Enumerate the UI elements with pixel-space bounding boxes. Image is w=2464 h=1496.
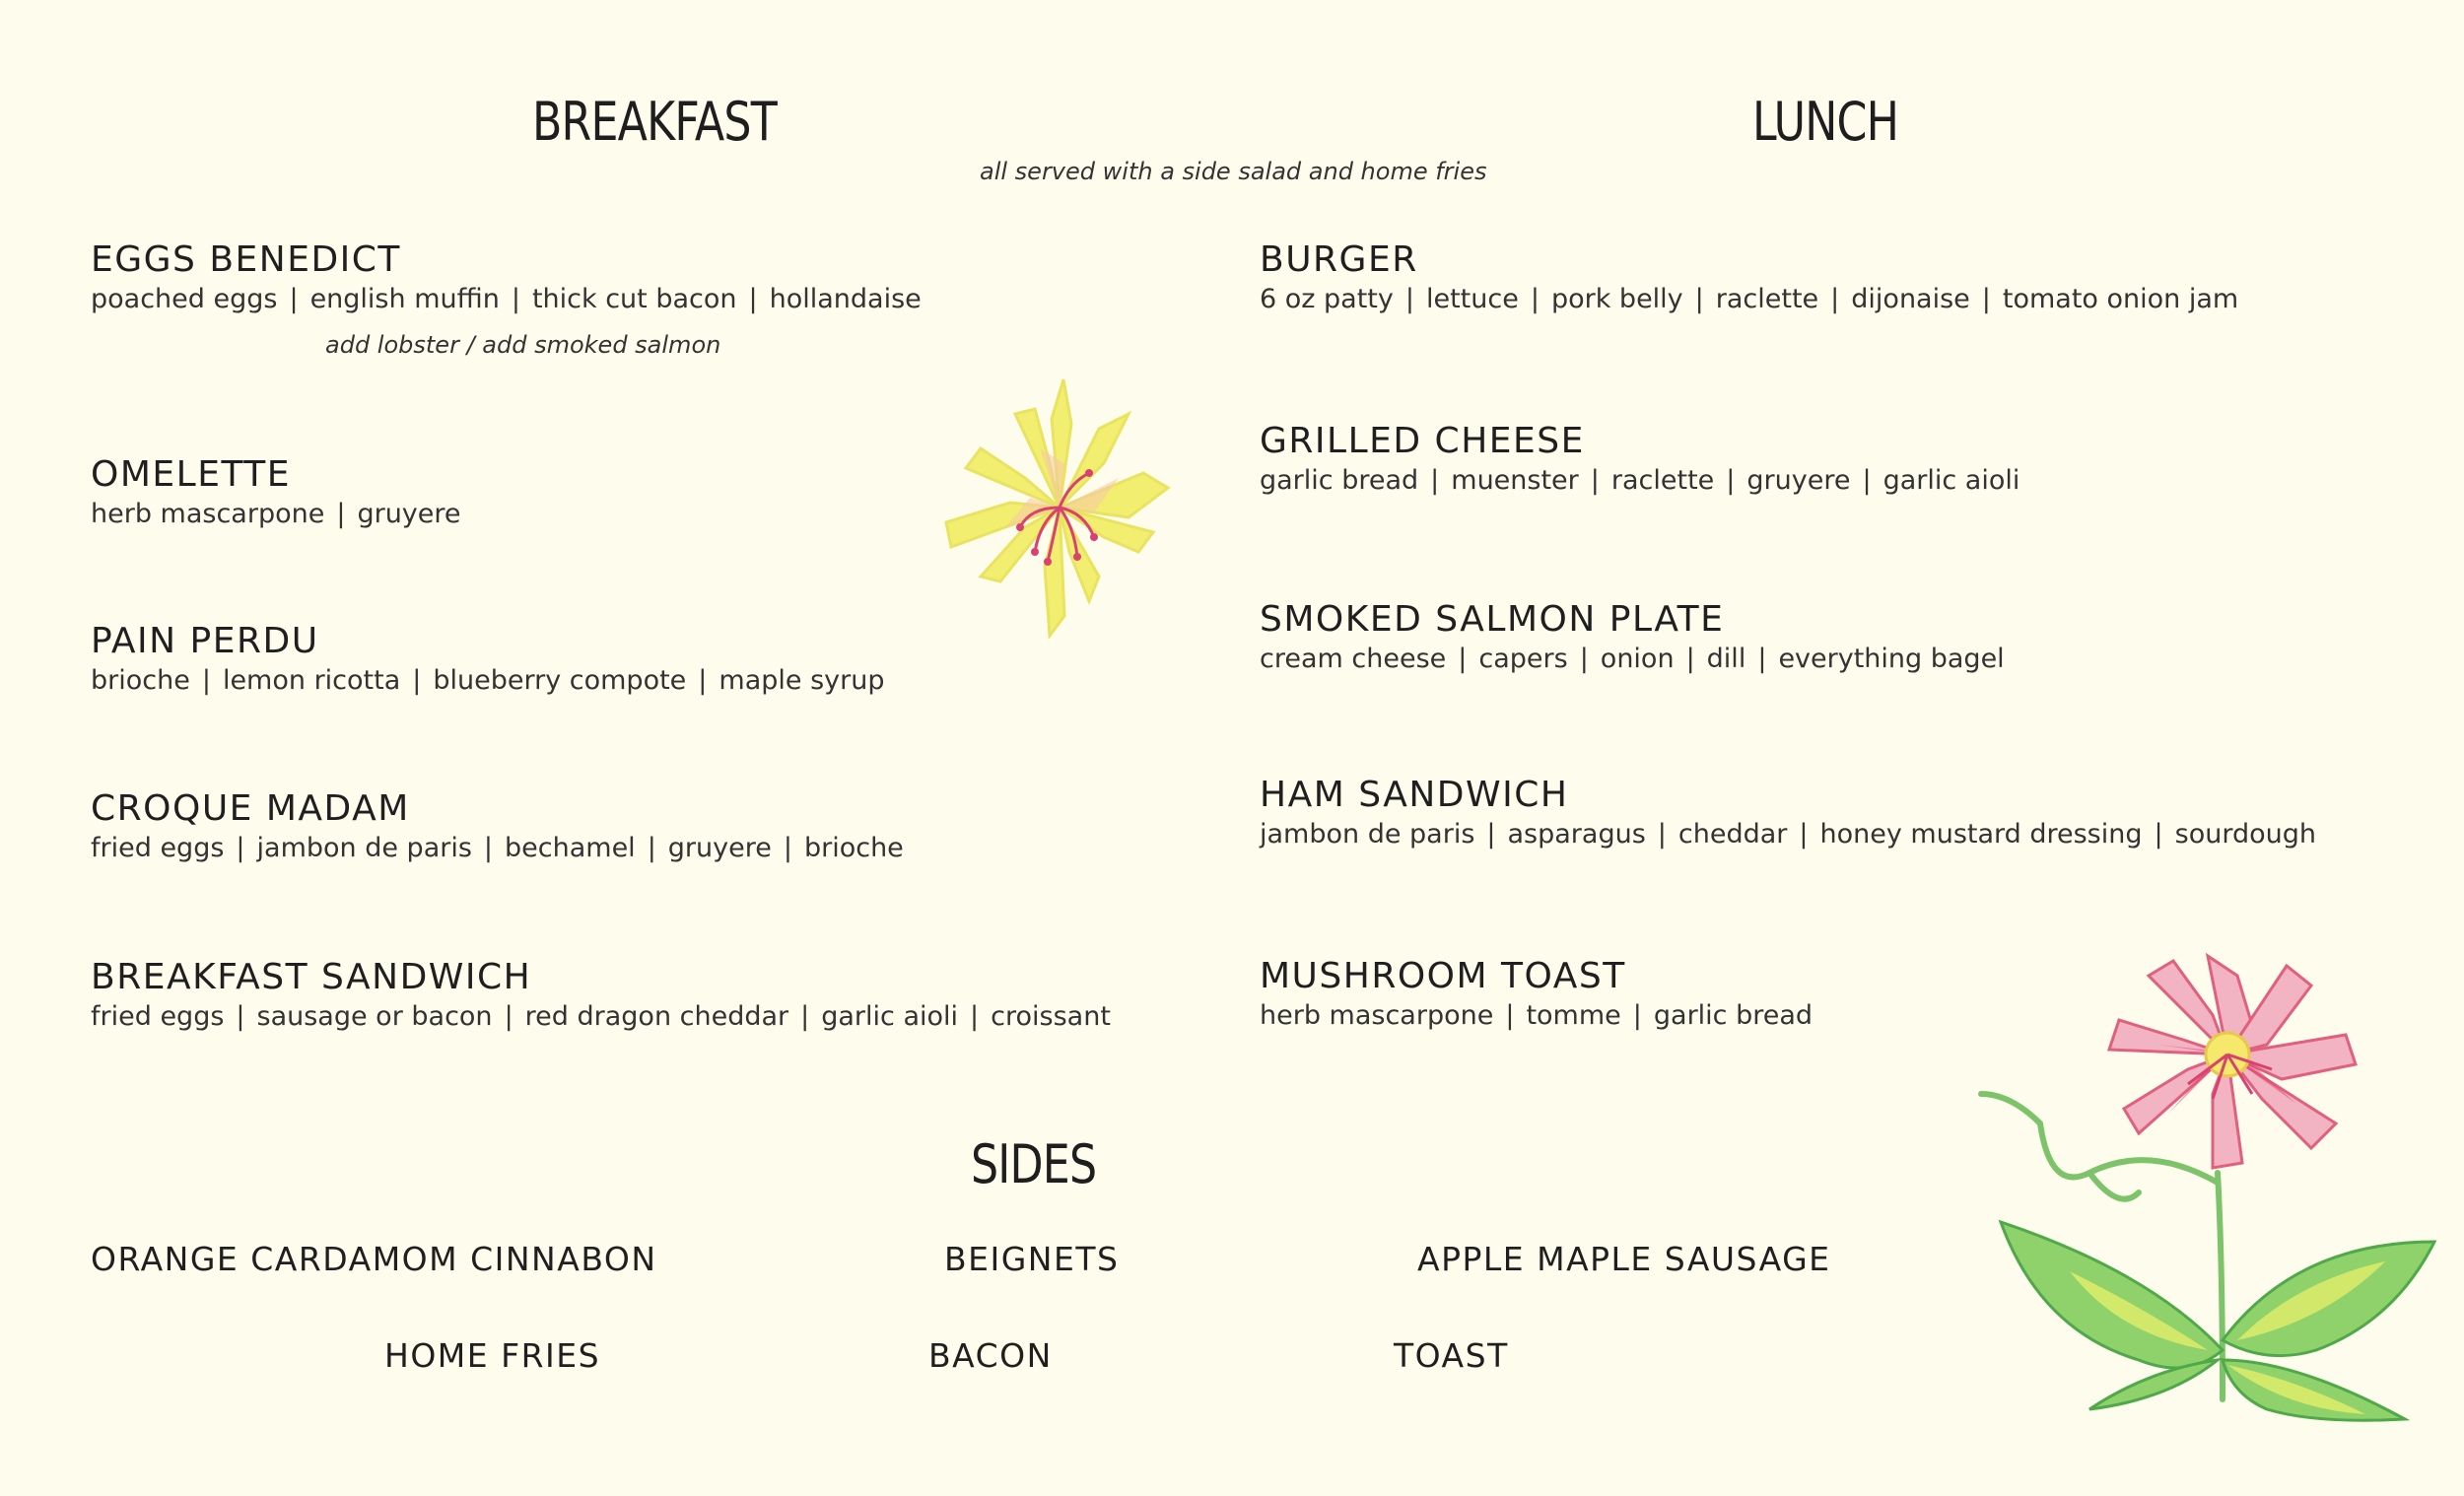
item-name: SMOKED SALMON PLATE (1260, 599, 1725, 640)
ingredient: poached eggs (91, 284, 278, 314)
pink-flower-icon (1971, 946, 2444, 1429)
menu-item-mushroom-toast (1260, 956, 1813, 1035)
ingredient: english muffin (309, 284, 500, 314)
ingredient: cream cheese (1260, 644, 1447, 674)
ingredient: sausage or bacon (256, 1001, 493, 1032)
ingredient: garlic aioli (821, 1001, 959, 1032)
ingredient: onion (1600, 644, 1675, 674)
separator: | (1590, 465, 1600, 496)
side-item: BACON (928, 1336, 1053, 1375)
ingredient: hollandaise (769, 284, 922, 314)
item-description (91, 830, 904, 867)
separator: | (748, 284, 758, 314)
side-item: APPLE MAPLE SAUSAGE (1417, 1240, 1831, 1278)
item-description (1260, 281, 2238, 318)
item-description (91, 662, 884, 700)
ingredient: lettuce (1425, 284, 1519, 314)
menu-item-eggs-benedict (91, 239, 922, 318)
ingredient: blueberry compote (433, 665, 687, 696)
separator: | (783, 833, 792, 863)
separator: | (511, 284, 520, 314)
ingredient: croissant (991, 1001, 1111, 1032)
ingredient: fried eggs (91, 833, 225, 863)
side-item: HOME FRIES (384, 1336, 601, 1375)
ingredient: garlic bread (1260, 465, 1419, 496)
breakfast-title: BREAKFAST (532, 91, 777, 153)
menu-item-smoked-salmon-plate (1260, 599, 2005, 678)
ingredient: tomato onion jam (2002, 284, 2239, 314)
ingredient: raclette (1715, 284, 1819, 314)
item-name: BURGER (1260, 239, 1418, 280)
separator: | (1685, 644, 1695, 674)
ingredient: thick cut bacon (531, 284, 737, 314)
item-description (91, 496, 461, 533)
item-description (91, 281, 922, 318)
ingredient: red dragon cheddar (524, 1001, 789, 1032)
item-description (1260, 641, 2005, 678)
separator: | (698, 665, 708, 696)
ingredient: garlic aioli (1882, 465, 2020, 496)
ingredient: jambon de paris (256, 833, 472, 863)
item-name: EGGS BENEDICT (91, 239, 401, 280)
side-item: ORANGE CARDAMOM CINNABON (91, 1240, 657, 1278)
ingredient: muenster (1451, 465, 1579, 496)
ingredient: sourdough (2174, 819, 2316, 850)
item-name: PAIN PERDU (91, 621, 319, 661)
ingredient: brioche (803, 833, 904, 863)
item-name: BREAKFAST SANDWICH (91, 957, 532, 997)
separator: | (1579, 644, 1589, 674)
menu-item-burger (1260, 239, 2238, 318)
separator: | (1694, 284, 1704, 314)
ingredient: cheddar (1677, 819, 1788, 850)
side-item: TOAST (1394, 1336, 1509, 1375)
ingredient: 6 oz patty (1260, 284, 1394, 314)
separator: | (483, 833, 494, 863)
ingredient: maple syrup (719, 665, 885, 696)
item-name: OMELETTE (91, 454, 292, 495)
separator: | (412, 665, 422, 696)
ingredient: gruyere (1746, 465, 1851, 496)
ingredient: herb mascarpone (91, 499, 325, 529)
menu-item-grilled-cheese (1260, 421, 2019, 500)
separator: | (1430, 465, 1440, 496)
separator: | (1830, 284, 1840, 314)
ingredient: garlic bread (1653, 1000, 1814, 1031)
yellow-flower-icon (936, 350, 1183, 650)
menu-item-pain-perdu (91, 621, 884, 700)
separator: | (236, 1001, 245, 1032)
ingredient: herb mascarpone (1260, 1000, 1494, 1031)
ingredient: jambon de paris (1260, 819, 1475, 850)
separator: | (1799, 819, 1809, 850)
ingredient: gruyere (357, 499, 461, 529)
ingredient: dijonaise (1851, 284, 1970, 314)
item-name: MUSHROOM TOAST (1260, 956, 1626, 996)
menu-item-omelette (91, 454, 461, 533)
ingredient: dill (1706, 644, 1746, 674)
ingredient: everything bagel (1778, 644, 2005, 674)
separator: | (1486, 819, 1496, 850)
separator: | (236, 833, 245, 863)
separator: | (970, 1001, 980, 1032)
menu-item-croque-madam (91, 788, 904, 867)
served-note: all served with a side salad and home fries (980, 158, 1487, 185)
ingredient: brioche (91, 665, 190, 696)
menu-item-breakfast-sandwich (91, 957, 1111, 1036)
ingredient: raclette (1610, 465, 1715, 496)
ingredient: capers (1478, 644, 1568, 674)
item-description (1260, 816, 2316, 853)
sides-title: SIDES (971, 1133, 1097, 1195)
separator: | (1757, 644, 1767, 674)
separator: | (201, 665, 211, 696)
lunch-title: LUNCH (1752, 91, 1899, 153)
ingredient: honey mustard dressing (1819, 819, 2143, 850)
separator: | (1530, 284, 1540, 314)
eggs-benedict-addons: add lobster / add smoked salmon (325, 331, 721, 359)
ingredient: bechamel (505, 833, 636, 863)
separator: | (800, 1001, 810, 1032)
separator: | (1981, 284, 1991, 314)
item-name: GRILLED CHEESE (1260, 421, 1585, 461)
ingredient: lemon ricotta (222, 665, 401, 696)
item-name: HAM SANDWICH (1260, 775, 1569, 815)
separator: | (1862, 465, 1872, 496)
separator: | (1404, 284, 1414, 314)
separator: | (2154, 819, 2163, 850)
separator: | (289, 284, 299, 314)
item-name: CROQUE MADAM (91, 788, 410, 829)
ingredient: fried eggs (91, 1001, 225, 1032)
separator: | (1632, 1000, 1642, 1031)
ingredient: asparagus (1507, 819, 1646, 850)
ingredient: pork belly (1550, 284, 1683, 314)
separator: | (504, 1001, 513, 1032)
menu-item-ham-sandwich (1260, 775, 2316, 853)
ingredient: gruyere (667, 833, 772, 863)
separator: | (1657, 819, 1667, 850)
item-description (1260, 462, 2019, 500)
item-description (91, 998, 1111, 1036)
item-description (1260, 997, 1813, 1035)
separator: | (1726, 465, 1736, 496)
ingredient: tomme (1526, 1000, 1621, 1031)
separator: | (1505, 1000, 1515, 1031)
separator: | (647, 833, 656, 863)
side-item: BEIGNETS (944, 1240, 1120, 1278)
separator: | (1458, 644, 1468, 674)
separator: | (336, 499, 346, 529)
